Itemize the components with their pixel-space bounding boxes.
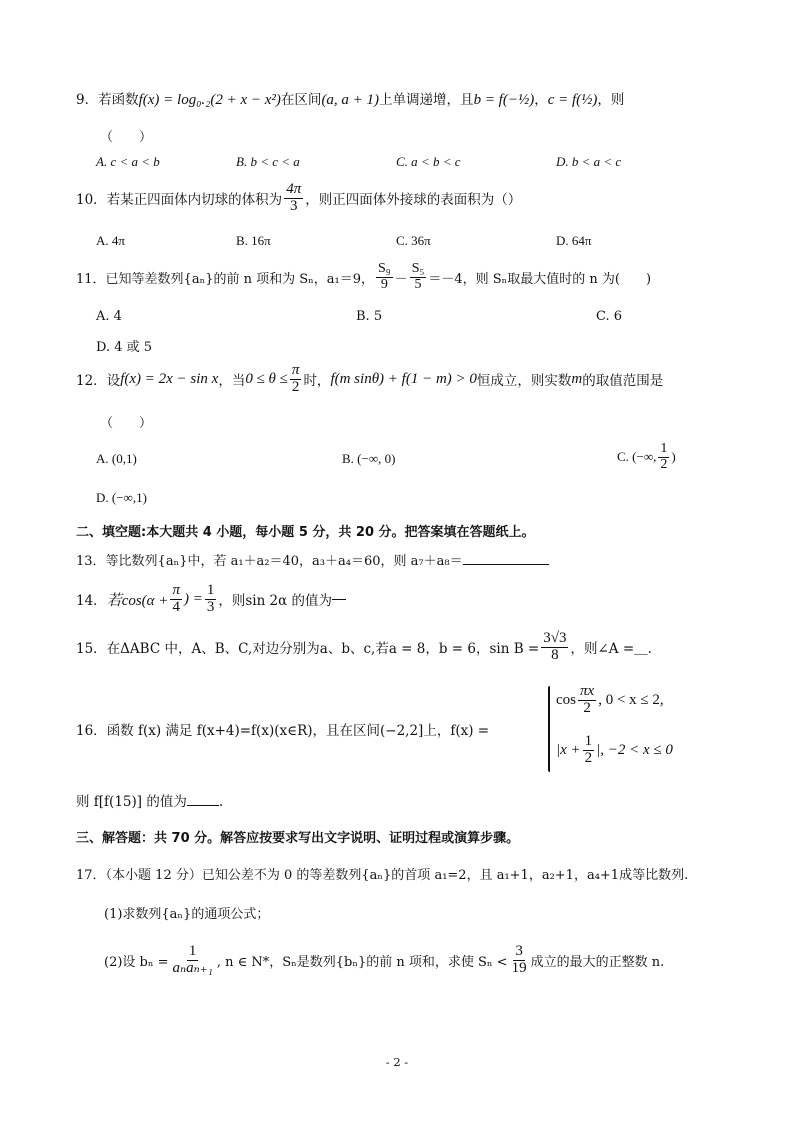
q17-part2-text: , n ∈ N*，Sₙ是数列{bₙ}的前 n 项和，求使 Sₙ <	[216, 954, 508, 970]
q14-answer-blank[interactable]	[332, 599, 346, 600]
q9-option-d: D. b < a < c	[556, 154, 622, 169]
q14-fraction-1	[170, 583, 182, 616]
q16-line	[76, 719, 489, 739]
q14-line	[76, 583, 346, 616]
q9-text: 若函数	[98, 92, 139, 108]
q16-piecewise-brace	[548, 686, 550, 772]
q13-line	[76, 550, 549, 569]
q16-text: 函数 f(x) 满足 f(x+4)=f(x)(x∈R)，且在区间(−2,2]上，f(x) =	[106, 723, 490, 739]
q16-case2-abs: |x +	[556, 741, 581, 758]
q12-optc-post: )	[671, 449, 676, 465]
q15-text: ，则∠A =＿.	[570, 641, 652, 658]
q9-text: 上单调递增，且	[379, 92, 474, 108]
q12-condition: 0 ≤ θ ≤	[245, 370, 288, 387]
q10-option-c: C. 36π	[396, 233, 431, 248]
q14-frac1-den: 4	[172, 598, 180, 615]
q16-case2-num: 1	[584, 733, 593, 749]
q16-case-2	[556, 734, 673, 767]
q16-case2-cond: |, −2 < x ≤ 0	[596, 741, 673, 758]
q9-b-expression: b = f(−½)	[473, 92, 535, 108]
q12-frac-num: π	[291, 362, 300, 378]
q12-option-c	[617, 442, 676, 472]
q11-option-c: C. 6	[596, 309, 623, 324]
q12-text: ，当	[218, 373, 246, 390]
q17-number: 17．	[76, 868, 106, 883]
q12-answer-paren: （ ）	[100, 416, 153, 431]
q9-text: ，则	[597, 92, 625, 108]
q11-number: 11．	[76, 271, 106, 287]
q14-frac1-num: π	[172, 582, 180, 598]
q15-text: 在ΔABC 中，A、B、C,对边分别为a、b、c,若a = 8，b = 6，sin B =	[106, 641, 540, 658]
q16-period: .	[218, 794, 224, 810]
q10-fraction	[284, 182, 303, 215]
q9-interval: (a, a + 1)	[321, 92, 380, 108]
q16-text: 则 f[f(15)] 的值为	[76, 794, 187, 810]
q14-number: 14．	[76, 593, 107, 610]
q13-number: 13．	[76, 554, 106, 569]
q11-option-b: B. 5	[356, 309, 383, 324]
q16-case1-num: πx	[580, 683, 595, 699]
q16-case1-fraction	[578, 684, 596, 717]
q10-frac-num: 4π	[286, 181, 302, 197]
q9-option-c: C. a < b < c	[396, 154, 461, 169]
q16-case1-cond: , 0 < x ≤ 2,	[598, 691, 664, 708]
q15-frac-den: 8	[551, 646, 559, 663]
q10-option-a: A. 4π	[96, 233, 125, 248]
q16-case2-den: 2	[584, 749, 593, 766]
q9-text: 在区间	[280, 92, 322, 108]
q11-f1-num: S₉	[378, 261, 391, 276]
q12-optc-fraction	[658, 442, 669, 472]
q17-part2-fnum: 3	[515, 943, 523, 959]
q17-part-2	[104, 944, 664, 977]
q12-option-d: D. (−∞,1)	[96, 490, 147, 505]
q17-line	[76, 864, 688, 883]
q17-part2-fden: 19	[511, 959, 527, 976]
section-3-heading: 三、解答题：共 70 分。解答应按要求写出文字说明、证明过程或演算步骤。	[76, 831, 520, 846]
q12-optc-den: 2	[660, 456, 668, 472]
q15-line	[76, 631, 652, 664]
page-number: - 2 -	[385, 1055, 409, 1069]
q14-expr: ) =	[183, 590, 203, 607]
q12-text: 设	[106, 373, 121, 390]
q12-text: 的取值范围是	[582, 373, 664, 390]
q11-option-a: A. 4	[96, 309, 122, 324]
q11-fraction-2	[410, 262, 427, 292]
q11-text: ＝－4，则 Sₙ取最大值时的 n 为( )	[428, 271, 652, 287]
q12-frac-den: 2	[291, 378, 300, 395]
q13-answer-blank[interactable]	[463, 564, 549, 565]
q17-part-1: (1)求数列{aₙ}的通项公式；	[104, 907, 270, 922]
q16-case2-fraction	[583, 734, 595, 767]
q17-part2-text: (2)设 bₙ =	[104, 954, 169, 970]
q10-frac-den: 3	[289, 197, 298, 214]
q14-expr: 若cos(α +	[106, 592, 169, 609]
q12-number: 12．	[76, 373, 107, 390]
q17-part2-text: 成立的最大的正整数 n.	[530, 954, 665, 970]
q12-inequality: f(m sinθ) + f(1 − m) > 0	[330, 370, 477, 387]
q17-part2-num: 1	[188, 943, 197, 959]
q9-line	[76, 88, 624, 109]
q12-text: 恒成立，则实数	[476, 373, 572, 390]
q16-number: 16．	[76, 723, 107, 739]
q15-number: 15．	[76, 641, 107, 658]
q11-minus: －	[394, 271, 408, 287]
q9-separator: ，	[534, 92, 548, 108]
q17-text: （本小题 12 分）已知公差不为 0 的等差数列{aₙ}的首项 a₁=2，且 a₁+1，a₂+1，a₄+1成等比数列.	[105, 868, 689, 883]
q14-text: ，则sin 2α 的值为	[218, 593, 333, 610]
q11-f2-num: S₅	[411, 261, 425, 276]
q9-option-a: A. c < a < b	[96, 154, 160, 169]
q12-m: m	[571, 370, 583, 387]
q17-part2-fraction-2	[510, 944, 529, 977]
q11-option-d: D. 4 或 5	[96, 340, 153, 355]
q10-text: 若某正四面体内切球的体积为	[106, 192, 283, 209]
q12-option-a: A. (0,1)	[96, 451, 137, 466]
q16-line-2	[76, 790, 223, 810]
q12-optc-pre: C. (−∞,	[617, 449, 657, 465]
q9-answer-paren: （ ）	[100, 130, 153, 145]
q16-answer-blank[interactable]	[187, 805, 219, 806]
q11-text: 已知等差数列{aₙ}的前 n 项和为 Sₙ，a₁＝9，	[105, 271, 374, 287]
q9-number: 9．	[76, 92, 99, 108]
q12-line	[76, 363, 663, 396]
q10-option-d: D. 64π	[556, 233, 592, 248]
q16-case1-den: 2	[583, 699, 591, 716]
q11-f2-den: 5	[414, 276, 422, 292]
q17-part2-fraction-1	[171, 944, 215, 977]
q11-f1-den: 9	[380, 276, 388, 292]
q12-text: 时，	[303, 373, 331, 390]
section-2-heading: 二、填空题:本大题共 4 小题，每小题 5 分，共 20 分。把答案填在答题纸上。	[76, 525, 535, 540]
q17-part2-den: aₙaₙ₊₁	[172, 959, 213, 976]
q10-line	[76, 182, 521, 215]
q16-case1-cos: cos	[556, 691, 576, 708]
q11-fraction-1	[376, 262, 393, 292]
q9-formula: f(x) = log₀.₂(2 + x − x²)	[138, 92, 281, 108]
q16-case-1	[556, 684, 664, 717]
q10-option-b: B. 16π	[236, 233, 271, 248]
q10-number: 10．	[76, 192, 107, 209]
q15-fraction	[541, 631, 568, 664]
q12-function: f(x) = 2x − sin x	[120, 370, 219, 387]
q9-option-b: B. b < c < a	[236, 154, 300, 169]
q15-frac-num: 3√3	[543, 630, 567, 646]
q14-frac2-den: 3	[206, 598, 215, 615]
q11-line	[76, 262, 651, 292]
q14-frac2-num: 1	[206, 582, 215, 598]
q9-c-expression: c = f(½)	[547, 92, 598, 108]
q10-text: ，则正四面体外接球的表面积为（）	[305, 192, 522, 209]
q12-option-b: B. (−∞, 0)	[342, 451, 396, 466]
q12-fraction	[290, 363, 302, 396]
q13-text: 等比数列{aₙ}中，若 a₁＋a₂＝40，a₃＋a₄＝60，则 a₇＋a₈＝	[105, 554, 463, 569]
q14-fraction-2	[205, 583, 217, 616]
q12-optc-num: 1	[660, 441, 668, 456]
